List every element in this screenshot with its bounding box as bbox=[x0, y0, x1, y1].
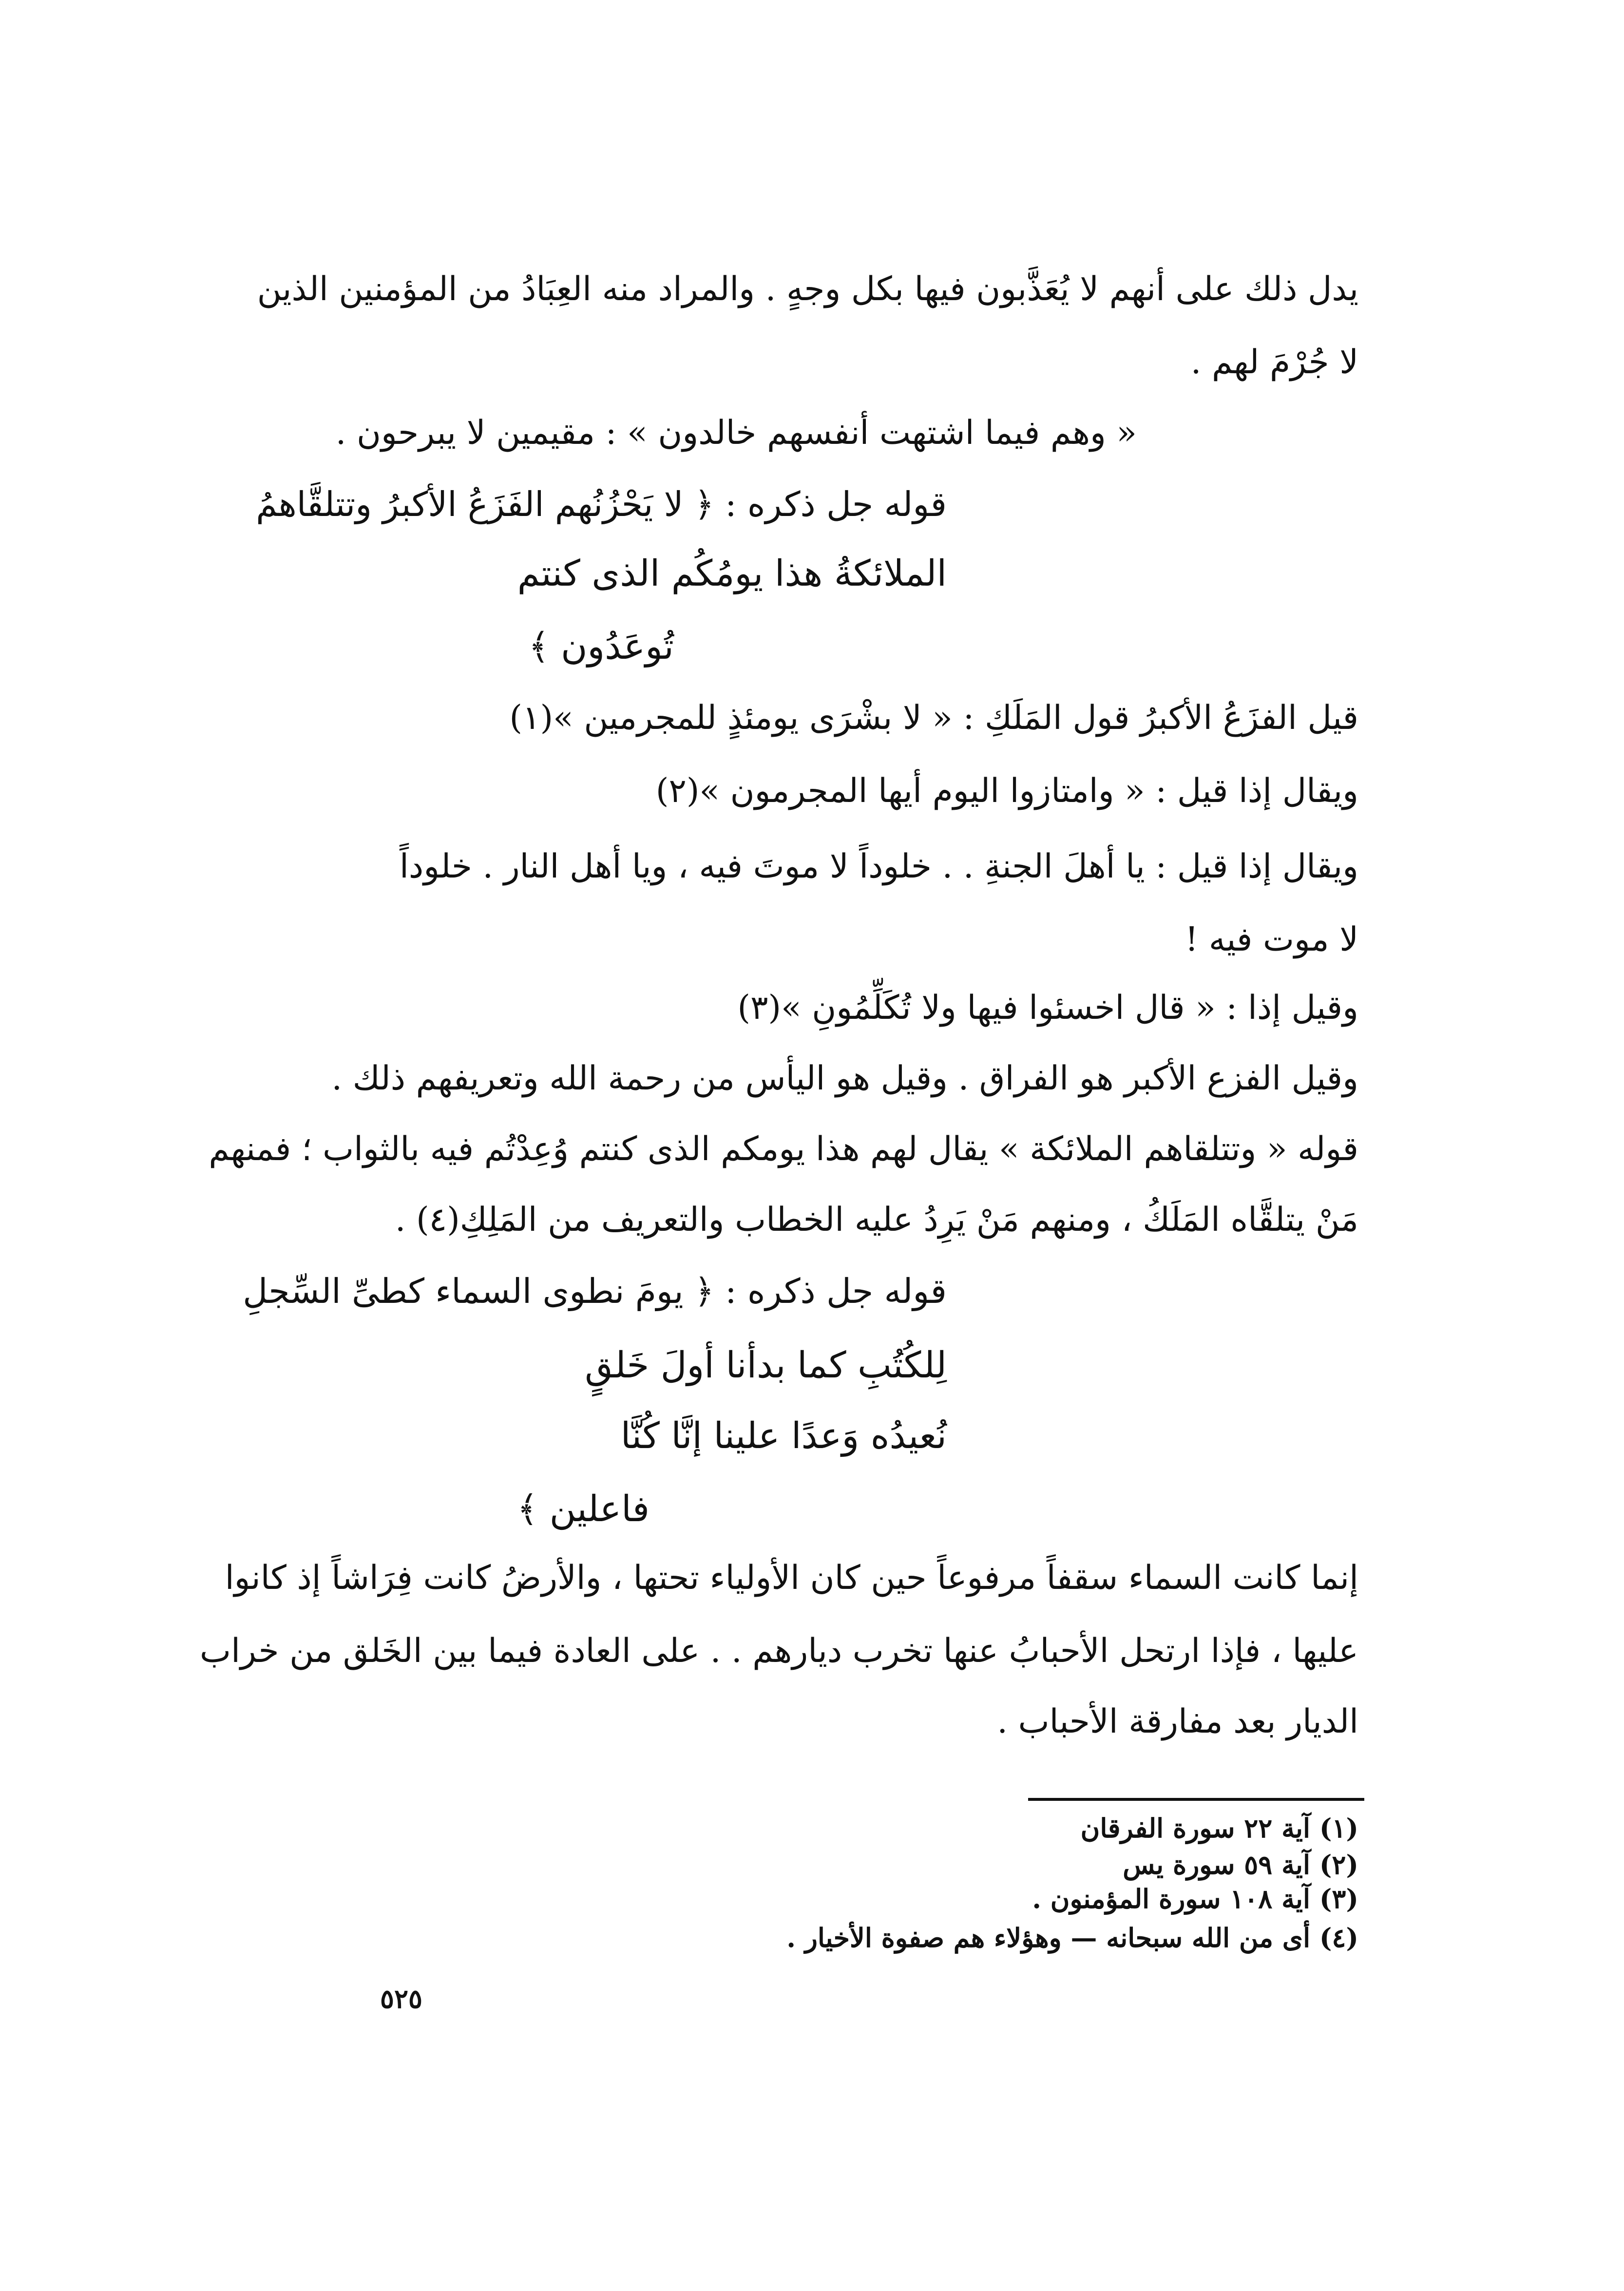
body-line: لا موت فيه ! bbox=[1185, 920, 1358, 959]
page-number: ٥٢٥ bbox=[380, 1983, 423, 2014]
verse-line: فاعلين ﴾ bbox=[516, 1488, 650, 1530]
body-line: « وهم فيما اشتهت أنفسهم خالدون » : مقيمين لا يبرحون . bbox=[335, 414, 1137, 452]
body-line: يدل ذلك على أنهم لا يُعَذَّبون فيها بكل وجهٍ . والمراد منه العِبَادُ من المؤمنين الذين bbox=[257, 270, 1358, 308]
footnote: (٤) أى من الله سبحانه — وهؤلاء هم صفوة الأخيار . bbox=[786, 1922, 1358, 1953]
verse-line: الملائكةُ هذا يومُكُم الذى كنتم bbox=[517, 553, 947, 594]
footnote: (١) آية ٢٢ سورة الفرقان bbox=[1080, 1813, 1358, 1844]
body-line: إنما كانت السماء سقفاً مرفوعاً حين كان الأولياء تحتها ، والأرضُ كانت فِرَاشاً إذ كانوا bbox=[225, 1559, 1358, 1597]
body-line: مَنْ يتلقَّاه المَلَكُ ، ومنهم مَنْ يَرِدُ عليه الخطاب والتعريف من المَلِكِ(٤) . bbox=[395, 1201, 1358, 1239]
body-line: لا جُرْمَ لهم . bbox=[1190, 343, 1358, 382]
verse-line: نُعيدُه وَعدًا علينا إنَّا كُنَّا bbox=[620, 1415, 947, 1457]
body-line: عليها ، فإذا ارتحل الأحبابُ عنها تخرب ديارهم . . على العادة فيما بين الخَلق من خراب bbox=[200, 1632, 1358, 1670]
verse-line: لِلكُتُبِ كما بدأنا أولَ خَلقٍ bbox=[585, 1344, 947, 1386]
section-heading: قوله جل ذكره : ﴿ لا يَحْزُنُهم الفَزَعُ الأكبرُ وتتلقَّاهمُ bbox=[256, 484, 947, 524]
section-heading: قوله جل ذكره : ﴿ يومَ نطوى السماء كطىِّ السِّجلِ bbox=[243, 1271, 947, 1311]
body-line: وقيل الفزع الأكبر هو الفراق . وقيل هو اليأس من رحمة الله وتعريفهم ذلك . bbox=[331, 1059, 1358, 1098]
verse-line: تُوعَدُون ﴾ bbox=[528, 626, 674, 668]
body-line: قيل الفزَعُ الأكبرُ قول المَلَكِ : « لا بشْرَى يومئذٍ للمجرمين »(١) bbox=[509, 699, 1358, 737]
body-line: ويقال إذا قيل : يا أهلَ الجنةِ . . خلوداً لا موتَ فيه ، ويا أهل النار . خلوداً bbox=[400, 847, 1358, 886]
body-line: وقيل إذا : « قال اخسئوا فيها ولا تُكَلِّمُونِ »(٣) bbox=[737, 989, 1358, 1027]
footnote: (٢) آية ٥٩ سورة يس bbox=[1123, 1849, 1358, 1880]
body-line: الديار بعد مفارقة الأحباب . bbox=[997, 1702, 1358, 1741]
footnote-divider bbox=[1028, 1798, 1364, 1801]
body-line: ويقال إذا قيل : « وامتازوا اليوم أيها المجرمون »(٢) bbox=[655, 772, 1358, 810]
footnote: (٣) آية ١٠٨ سورة المؤمنون . bbox=[1032, 1883, 1358, 1914]
body-line: قوله « وتتلقاهم الملائكة » يقال لهم هذا يومكم الذى كنتم وُعِدْتُم فيه بالثواب ؛ فمنهم bbox=[209, 1130, 1358, 1168]
